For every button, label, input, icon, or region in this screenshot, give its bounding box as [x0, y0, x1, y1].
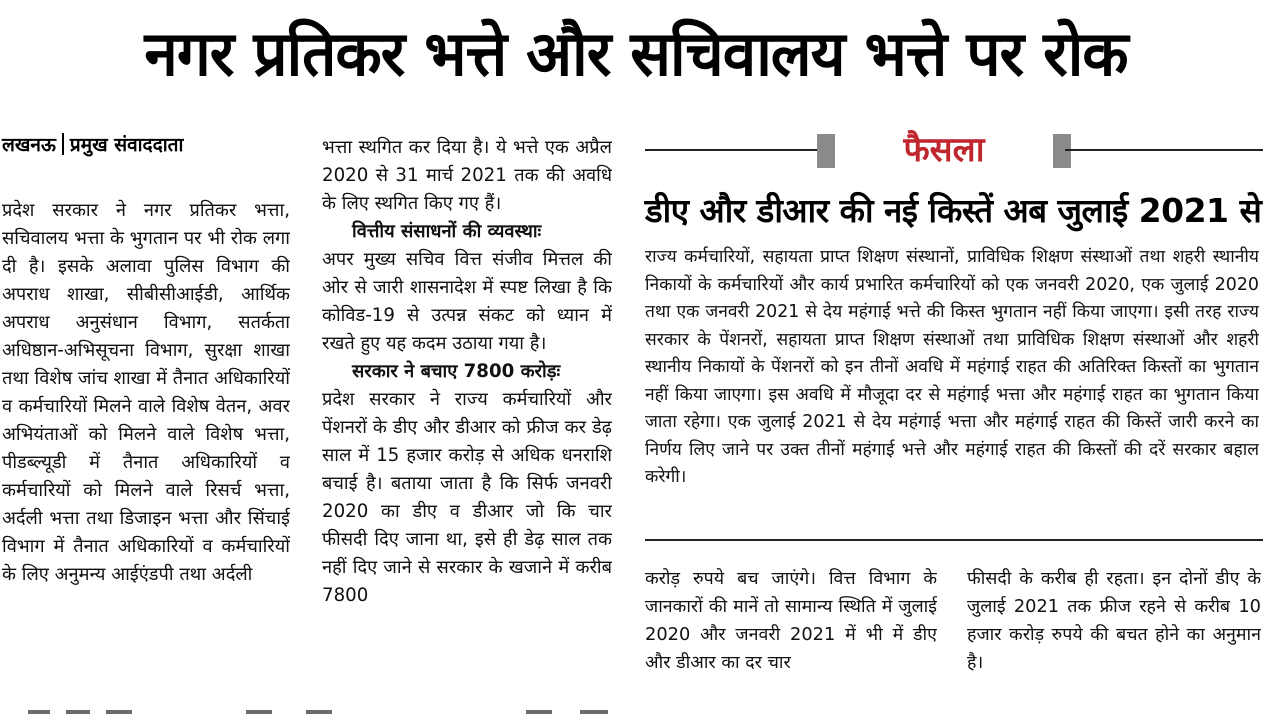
- article-column-4: [967, 565, 1261, 685]
- faisla-block-left: [817, 134, 835, 168]
- column-2-para-1: भत्ता स्थगित कर दिया है। ये भत्ते एक अप्रैल 2020 से 31 मार्च 2021 तक की अवधि के लिए स्थगित किए गए हैं।: [322, 137, 612, 214]
- page-headline: नगर प्रतिकर भत्ते और सचिवालय भत्ते पर रोक: [144, 17, 1128, 90]
- section-headline: डीए और डीआर की नई किस्तें अब जुलाई 2021 से: [645, 191, 1262, 230]
- column-3-text: करोड़ रुपये बच जाएंगे। वित्त विभाग के जानकारों की मानें तो सामान्य स्थिति में जुलाई 2020 और जनवरी 2021 में भी में डीए और डीआर का दर चार: [645, 568, 937, 673]
- byline: [2, 132, 183, 158]
- article-column-1: [2, 197, 290, 685]
- faisla-label: फैसला: [903, 130, 985, 170]
- subhead-government-saved: सरकार ने बचाए 7800 करोड़ः: [352, 361, 561, 382]
- next-article-cutoff: [0, 708, 1272, 714]
- column-4-text: फीसदी के करीब ही रहता। इन दोनों डीए के जुलाई 2021 तक फ्रीज रहने से करीब 10 हजार करोड़ रुपये की बचत होने का अनुमान है।: [967, 568, 1261, 673]
- article-column-3: [645, 565, 937, 685]
- cutoff-mark: [28, 710, 50, 714]
- faisla-rule-right: [1065, 149, 1263, 151]
- section-divider: [645, 539, 1263, 541]
- column-2-para-3: प्रदेश सरकार ने राज्य कर्मचारियों और पेंशनरों के डीए और डीआर को फ्रीज कर डेढ़ साल में 15 हजार करोड़ से अधिक धनराशि बचाई है। बताया जाता है कि सिर्फ जनवरी 2020 का डीए व डीआर जो कि चार फीसदी दिए जाना था, इसे ही डेढ़ साल तक नहीं दिए जाने से सरकार के खजाने में करीब 7800: [322, 389, 612, 606]
- section-lead-text: राज्य कर्मचारियों, सहायता प्राप्त शिक्षण संस्थानों, प्राविधिक शिक्षण संस्थाओं तथा शहरी स्थानीय निकायों के कर्मचारियों और कार्य प्रभारित कर्मचारियों को एक जनवरी 2020, एक जुलाई 2020 तथा एक जनवरी 2021 से देय महंगाई भत्ते की किस्त भुगतान नहीं किया जाएगा। इसी तरह राज्य सरकार के पेंशनरों, सहायता प्राप्त शिक्षण संस्थाओं तथा प्राविधिक शिक्षण संस्थाओं और शहरी स्थानीय निकायों के पेंशनरों को इन तीनों अवधि में महंगाई राहत की अतिरिक्त किस्तों का भुगतान नहीं किया जाएगा। इस अवधि में मौजूदा दर से महंगाई भत्ता और महंगाई राहत का भुगतान किया जाता रहेगा। एक जुलाई 2021 से देय महंगाई भत्ता और महंगाई राहत की किस्तें जारी करने का निर्णय लिए जाने पर उक्त तीनों महंगाई भत्ते और महंगाई राहत की किस्तों की दरें सरकार बहाल करेगी।: [645, 247, 1259, 487]
- byline-place: लखनऊ: [2, 134, 56, 156]
- cutoff-mark: [106, 710, 132, 714]
- subhead-financial-resources: वित्तीय संसाधनों की व्यवस्थाः: [352, 221, 542, 242]
- cutoff-mark: [306, 710, 332, 714]
- column-1-text: प्रदेश सरकार ने नगर प्रतिकर भत्ता, सचिवालय भत्ता के भुगतान पर भी रोक लगा दी है। इसके अलावा पुलिस विभाग की अपराध शाखा, सीबीसीआईडी, आर्थिक अपराध अनुसंधान विभाग, सतर्कता अधिष्ठान-अभिसूचना विभाग, सुरक्षा शाखा तथा विशेष जांच शाखा में तैनात अधिकारियों व कर्मचारियों मिलने वाले विशेष वेतन, अवर अभियंताओं को मिलने वाले विशेष भत्ता, पीडब्ल्यूडी में तैनात अधिकारियों व कर्मचारियों को मिलने वाले रिसर्च भत्ता, अर्दली भत्ता तथा डिजाइन भत्ता और सिंचाई विभाग में तैनात अधिकारियों व कर्मचारियों के लिए अनुमन्य आईएंडपी तथा अर्दली: [2, 200, 290, 585]
- cutoff-mark: [526, 710, 552, 714]
- byline-divider: [62, 133, 64, 155]
- faisla-rule-left: [645, 149, 835, 151]
- cutoff-mark: [580, 710, 608, 714]
- faisla-block-right: [1053, 134, 1071, 168]
- article-column-2: [322, 134, 612, 684]
- cutoff-mark: [66, 710, 90, 714]
- cutoff-mark: [246, 710, 272, 714]
- column-2-para-2: अपर मुख्य सचिव वित्त संजीव मित्तल की ओर से जारी शासनादेश में स्पष्ट लिखा है कि कोविड-19 से उत्पन्न संकट को ध्यान में रखते हुए यह कदम उठाया गया है।: [322, 249, 612, 354]
- byline-reporter: प्रमुख संवाददाता: [69, 134, 184, 156]
- faisla-banner: [645, 128, 1263, 172]
